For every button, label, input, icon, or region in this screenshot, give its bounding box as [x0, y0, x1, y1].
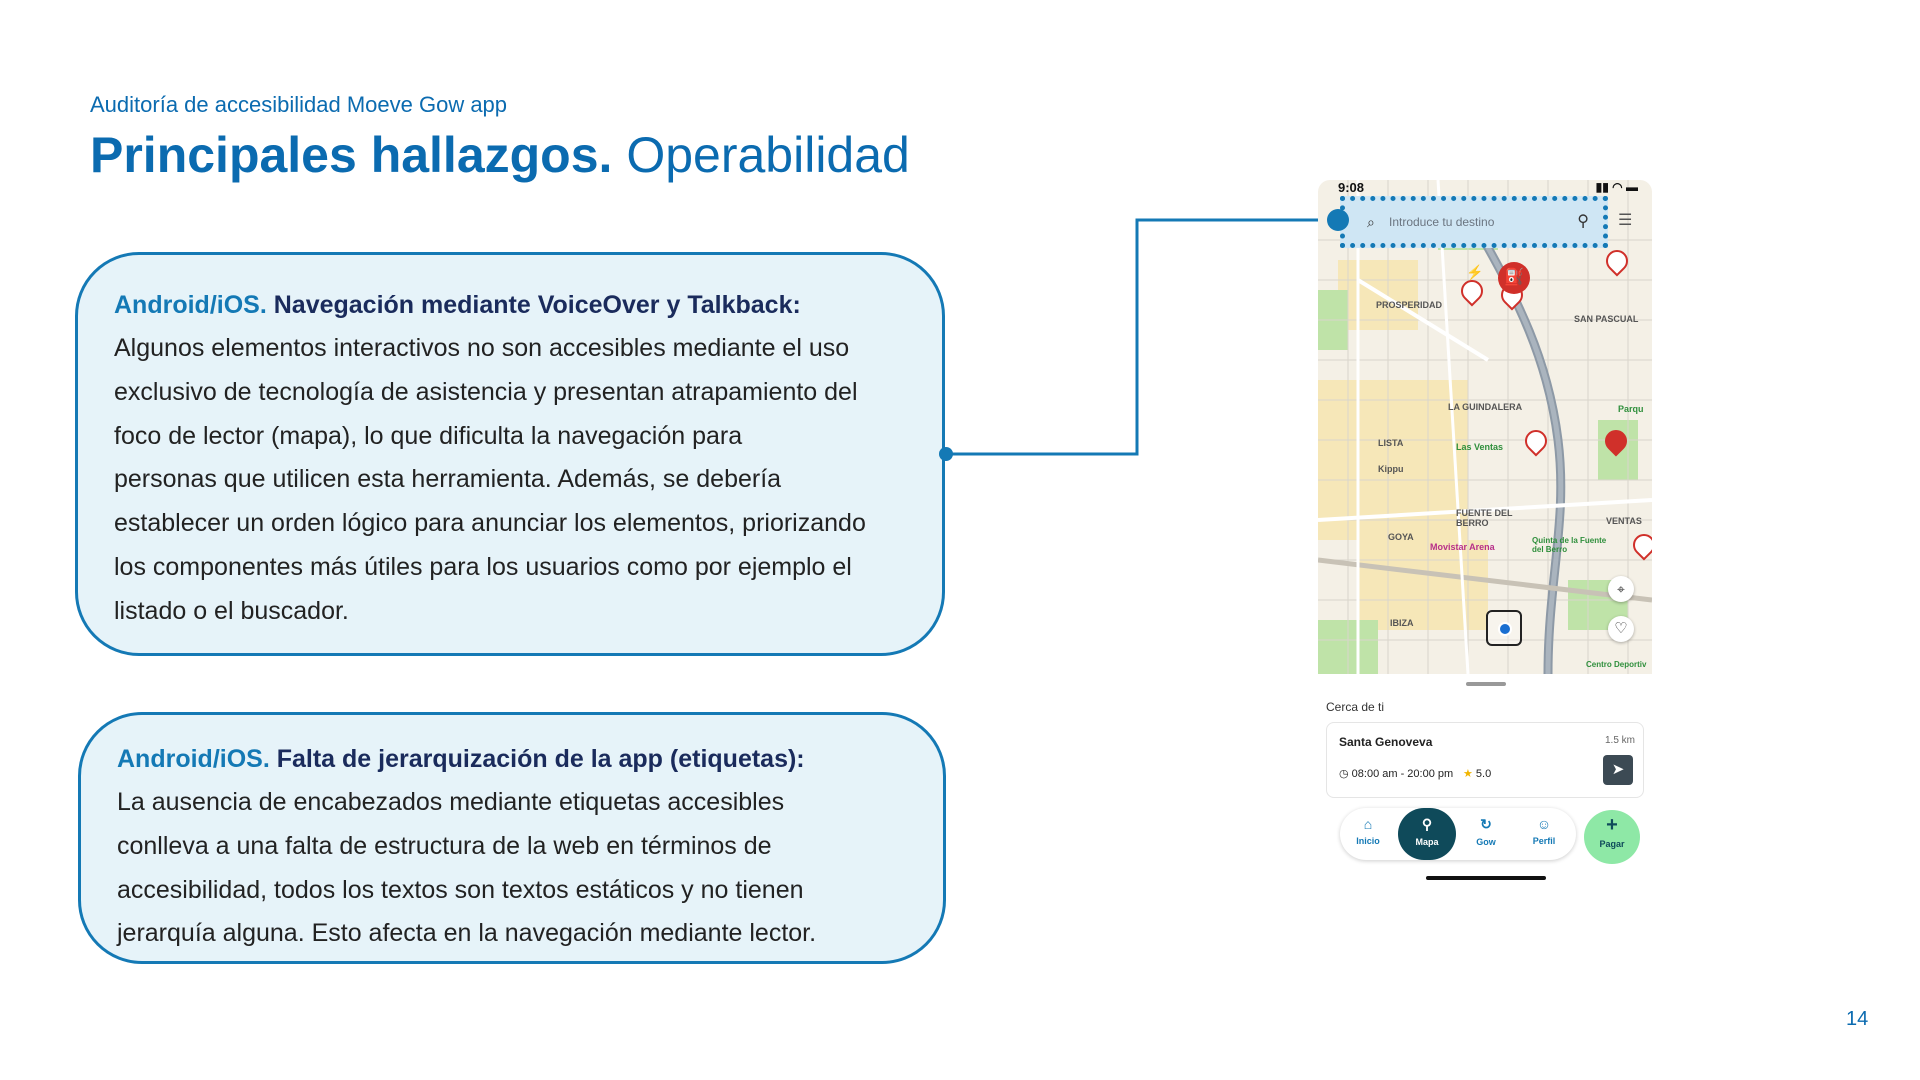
bottom-sheet — [1318, 674, 1652, 890]
tab-label: Gow — [1476, 837, 1496, 847]
location-search-icon[interactable]: ⚲ — [1577, 213, 1589, 230]
map-label: LA GUINDALERA — [1448, 402, 1523, 412]
map-label: Las Ventas — [1456, 442, 1504, 452]
sheet-handle[interactable] — [1466, 682, 1506, 686]
locate-me-button[interactable]: ⌖ — [1608, 576, 1634, 602]
user-icon: ☺ — [1536, 816, 1552, 832]
finding-heading: Android/iOS. Navegación mediante VoiceOver y Talkback: — [114, 291, 801, 319]
home-indicator — [1426, 876, 1546, 880]
search-bar-focused[interactable] — [1340, 196, 1608, 248]
station-name: Santa Genoveva — [1339, 735, 1433, 749]
finding-line: los componentes más útiles para los usuarios como por ejemplo el — [114, 552, 852, 581]
title-bold: Principales hallazgos. — [90, 127, 613, 183]
map-label: Kippu — [1378, 464, 1404, 474]
status-time: 9:08 — [1338, 180, 1365, 195]
tab-label: Inicio — [1356, 836, 1380, 846]
station-hours — [1339, 767, 1453, 780]
tab-inicio[interactable] — [1340, 808, 1396, 860]
map-label: Movistar Arena — [1430, 542, 1495, 552]
filter-icon[interactable]: ☰ — [1618, 212, 1633, 229]
near-you-label: Cerca de ti — [1326, 700, 1385, 714]
station-rating — [1463, 767, 1491, 780]
page-number: 14 — [1846, 1008, 1869, 1030]
finding-heading: Android/iOS. Falta de jerarquización de la app (etiquetas): — [117, 745, 805, 773]
fuel-station-selected-icon[interactable]: ⛽ — [1498, 262, 1530, 294]
pay-button[interactable] — [1584, 810, 1640, 864]
finding-title: Falta de jerarquización de la app (etiquetas): — [276, 745, 805, 773]
finding-line: listado o el buscador. — [114, 596, 349, 625]
clock-icon: ◷ — [1339, 768, 1352, 780]
station-card[interactable] — [1326, 722, 1644, 798]
map-label: FUENTE DEL BERRO — [1456, 508, 1513, 528]
finding-platform: Android/iOS — [114, 291, 260, 319]
favorite-button[interactable]: ♡ — [1608, 616, 1634, 642]
location-dot-icon — [1498, 622, 1512, 636]
map-label: VENTAS — [1606, 516, 1642, 526]
connector-endpoint — [1327, 209, 1349, 231]
map-label: Quinta de la Fuente del Berro — [1532, 536, 1607, 554]
map-label: Centro Deportiv — [1586, 660, 1647, 669]
status-icons: ▮▮ ◠ ▬ — [1595, 180, 1638, 194]
star-icon: ★ — [1463, 768, 1476, 780]
app-screenshot — [1318, 180, 1652, 890]
map-label: Parqu — [1618, 404, 1644, 414]
finding-line: foco de lector (mapa), lo que dificulta la navegación para — [114, 421, 743, 450]
finding-line: accesibilidad, todos los textos son textos estáticos y no tienen — [117, 875, 804, 904]
map-label: SAN PASCUAL — [1574, 314, 1639, 324]
map-pin-icon: ⚲ — [1421, 816, 1433, 832]
finding-line: jerarquía alguna. Esto afecta en la navegación mediante lector. — [117, 919, 817, 948]
current-location-marker[interactable] — [1486, 610, 1522, 646]
map-label: LISTA — [1378, 438, 1404, 448]
finding-line: personas que utilicen esta herramienta. Además, se debería — [114, 465, 782, 494]
tab-label: Mapa — [1415, 837, 1439, 847]
station-hours-text: 08:00 am - 20:00 pm — [1351, 768, 1454, 780]
station-rating-value: 5.0 — [1475, 768, 1492, 780]
pay-label: Pagar — [1599, 839, 1625, 849]
finding-line: establecer un orden lógico para anunciar los elementos, priorizando — [114, 509, 866, 538]
finding-line: La ausencia de encabezados mediante etiquetas accesibles — [117, 788, 785, 816]
search-icon: ⌕ — [1367, 214, 1375, 230]
finding-line: exclusivo de tecnología de asistencia y presentan atrapamiento del — [114, 377, 858, 406]
finding-line: Algunos elementos interactivos no son accesibles mediante el uso — [114, 334, 850, 362]
map-background — [1318, 180, 1652, 674]
ev-charger-icon[interactable]: ⚡ — [1466, 264, 1484, 280]
title-light: Operabilidad — [626, 127, 910, 183]
slide-subtitle: Auditoría de accesibilidad Moeve Gow app — [90, 92, 508, 117]
navigate-button[interactable] — [1603, 755, 1633, 785]
tab-bar — [1340, 808, 1576, 860]
tab-gow[interactable] — [1458, 808, 1514, 860]
finding-platform: Android/iOS — [117, 745, 263, 773]
home-icon: ⌂ — [1363, 816, 1373, 832]
plus-icon: + — [1606, 814, 1618, 836]
map-label: PROSPERIDAD — [1376, 300, 1443, 310]
station-distance: 1.5 km — [1604, 735, 1635, 746]
refresh-icon: ↻ — [1480, 816, 1492, 832]
tab-perfil[interactable] — [1516, 808, 1572, 860]
finding-title: Navegación mediante VoiceOver y Talkback: — [273, 291, 801, 319]
map-label: GOYA — [1388, 532, 1414, 542]
map-label: IBIZA — [1390, 618, 1414, 628]
map-view[interactable] — [1318, 180, 1652, 674]
finding-line: conlleva a una falta de estructura de la web en términos de — [117, 831, 772, 860]
tab-label: Perfil — [1532, 836, 1556, 846]
search-input[interactable]: Introduce tu destino — [1389, 215, 1495, 229]
tab-mapa[interactable] — [1398, 808, 1456, 860]
navigation-arrow-icon: ➤ — [1611, 761, 1625, 778]
